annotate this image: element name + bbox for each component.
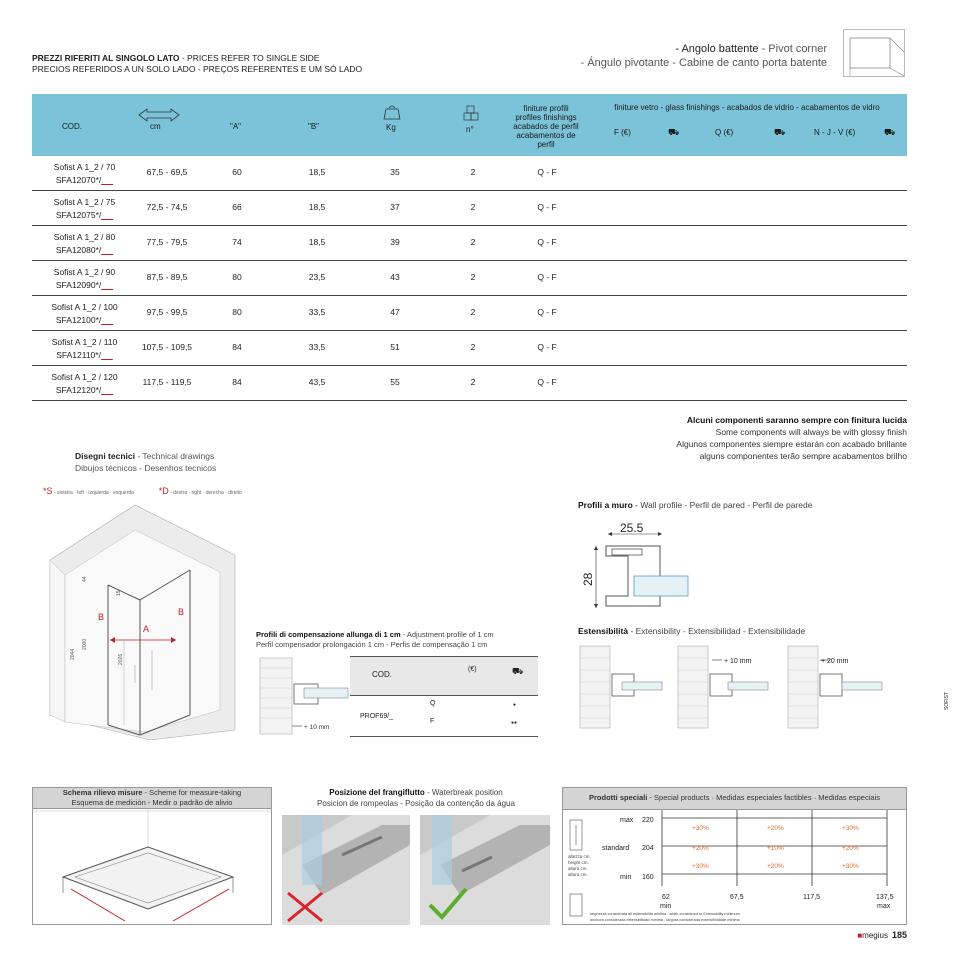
comp-f-mark: ●●: [511, 720, 518, 726]
side-legend: *S - sinistra · left · izquierda · esquerda *D - destra · right · derecha · direito: [43, 486, 242, 496]
compensation-drawing: [258, 656, 350, 736]
technical-drawings-title: Disegni tecnici - Technical drawings Dibujos técnicos - Desenhos tecnicos: [75, 451, 217, 473]
row-b: 33,5: [308, 307, 326, 317]
table-row: [32, 156, 907, 191]
table-row: [32, 191, 907, 226]
width-arrows-icon: [137, 108, 181, 122]
col-cm: cm: [150, 122, 161, 131]
measure-scheme-title: Schema rilievo misure - Scheme for measure-taking Esquema de medición - Medir o padrão de alivio: [33, 788, 271, 809]
dim-2044: 2044: [70, 648, 76, 660]
col-q: Q (€): [715, 128, 734, 137]
comp-f: F: [430, 718, 435, 725]
compensation-dim: + 10 mm: [304, 724, 330, 731]
brand: megius: [862, 931, 888, 940]
row-cm: 117,5 - 119,5: [142, 377, 192, 387]
side-label: SOFIST: [944, 691, 950, 710]
prices-note-rest: - PRICES REFER TO SINGLE SIDE: [179, 53, 320, 63]
table-row: [32, 261, 907, 296]
dim-15: 15: [116, 590, 122, 596]
pct-r1c1: +30%: [692, 825, 709, 832]
special-products-title: Prodotti speciali - Special products · Medidas especiales factibles · Medidas especiais: [563, 788, 906, 810]
extensibility-title: Estensibilità - Extensibility - Extensibilidad - Extensibilidade: [578, 626, 806, 636]
row-code: Sofist A 1_2 / 75 SFA12075*/_ _: [53, 197, 116, 220]
pct-r1c3: +30%: [842, 825, 859, 832]
row-finish: Q - F: [537, 237, 557, 247]
dim-b-left: B: [98, 612, 105, 622]
row-finish: Q - F: [537, 272, 557, 282]
profile-finish-en: profiles finishings: [515, 113, 577, 122]
value-max: 220: [642, 817, 654, 824]
row-n: 2: [470, 342, 476, 352]
row-n: 2: [470, 377, 476, 387]
row-a: 80: [232, 307, 242, 317]
row-cm: 77,5 - 79,5: [146, 237, 188, 247]
row-finish: Q - F: [537, 307, 557, 317]
x-tick-675: 67,5: [730, 894, 744, 901]
header-prices-note: [32, 53, 452, 75]
row-kg: 47: [390, 307, 400, 317]
wall-profile-height: 28: [581, 572, 595, 586]
col-b: "B": [308, 122, 320, 131]
col-cod: COD.: [62, 122, 82, 131]
table-row: [32, 331, 907, 366]
page-number: 185: [891, 930, 907, 940]
col-f: F (€): [614, 128, 631, 137]
row-a: 84: [232, 377, 242, 387]
dim-b-right: B: [178, 607, 185, 617]
col-a: "A": [230, 122, 242, 131]
row-code: Sofist A 1_2 / 100 SFA12100*/_ _: [51, 302, 118, 325]
ext-drawing-3: [788, 646, 882, 728]
col-kg: Kg: [386, 123, 396, 132]
row-code: Sofist A 1_2 / 110 SFA12110*/_ _: [51, 337, 118, 360]
profile-finish-it: finiture profili: [523, 104, 569, 113]
label-max: max: [620, 817, 634, 824]
ext-drawing-2: [678, 646, 768, 728]
row-b: 18,5: [308, 167, 326, 177]
col-glass-finish: finiture vetro - glass finishings - acabados de vidrio - acabamentos de vidro: [614, 103, 880, 112]
table-row: [32, 226, 907, 261]
price-table-header: [32, 94, 907, 156]
row-n: 2: [470, 307, 476, 317]
col-n: n°: [466, 125, 474, 134]
height-label-es: altura cm.: [568, 866, 588, 871]
x-tick-min: min: [660, 903, 672, 910]
special-products-chart: [562, 810, 907, 926]
row-n: 2: [470, 167, 476, 177]
label-min: min: [620, 874, 632, 881]
row-a: 60: [232, 167, 242, 177]
value-min: 160: [642, 874, 654, 881]
row-cm: 107,5 - 109,5: [141, 342, 193, 352]
row-finish: Q - F: [537, 202, 557, 212]
row-a: 74: [232, 237, 242, 247]
waterbreak-images: [282, 815, 550, 925]
extensibility-drawings: [578, 644, 898, 730]
row-n: 2: [470, 237, 476, 247]
row-kg: 37: [390, 202, 400, 212]
truck-icon-f: ⛟: [668, 127, 680, 137]
comp-truck-icon: ⛟: [512, 666, 524, 676]
label-standard: standard: [602, 845, 630, 852]
product-type-line2: - Ángulo pivotante - Cabine de canto porta batente: [580, 57, 827, 69]
height-label-en: height cm.: [568, 860, 589, 865]
profile-finish-es: acabados de perfil: [513, 122, 579, 131]
pct-r3c3: +30%: [842, 863, 859, 870]
x-tick-max: max: [877, 903, 891, 910]
pct-r3c2: +20%: [767, 863, 784, 870]
row-a: 84: [232, 342, 242, 352]
value-standard: 204: [642, 845, 654, 852]
row-code: Sofist A 1_2 / 80 SFA12080*/_ _: [53, 232, 116, 255]
truck-icon-q: ⛟: [774, 127, 786, 137]
row-b: 18,5: [308, 202, 326, 212]
glossy-it: Alcuni componenti saranno sempre con finitura lucida: [686, 415, 907, 425]
glossy-finish-note: [676, 414, 907, 462]
waterbreak-wrong: [282, 815, 410, 925]
row-cm: 72,5 - 74,5: [146, 202, 188, 212]
row-kg: 43: [390, 272, 400, 282]
waterbreak-title: Posizione del frangiflutto - Waterbreak position Posicion de rompeolas - Posição da contenção da água: [317, 788, 515, 808]
col-profile-finish: [510, 104, 582, 149]
corner-plan-icon: [844, 30, 906, 78]
profile-finish-pt: acabamentos de perfil: [516, 131, 576, 149]
x-tick-1175: 117,5: [803, 894, 820, 901]
width-icon: [570, 894, 582, 916]
wall-profile-drawing: [578, 516, 698, 614]
row-code: Sofist A 1_2 / 120 SFA12120*/_ _: [51, 372, 118, 395]
product-type-title: [581, 42, 827, 70]
row-b: 43,5: [308, 377, 326, 387]
glossy-pt: alguns componentes terão sempre acabamentos brilho: [699, 451, 907, 461]
row-cm: 67,5 - 69,5: [146, 167, 188, 177]
row-b: 33,5: [308, 342, 326, 352]
x-tick-62: 62: [662, 894, 670, 901]
compensation-title: Profili di compensazione allunga di 1 cm - Adjustment profile of 1 cm Perfil compensador prolongación 1 cm - Perfis de compensação 1 cm: [256, 630, 494, 649]
glossy-es: Algunos componentes siempre estarán con acabado brillante: [676, 439, 907, 449]
page-footer: ■megius 185: [857, 930, 907, 940]
corner-thumbnail: [843, 29, 905, 77]
comp-code: PROF69/_: [360, 713, 394, 720]
row-b: 23,5: [308, 272, 326, 282]
comp-col-euro: (€): [468, 666, 477, 673]
row-cm: 87,5 - 89,5: [146, 272, 188, 282]
ext-10mm: + 10 mm: [724, 658, 752, 665]
prices-note-line2: PRECIOS REFERIDOS A UN SOLO LADO - PREÇOS REFERENTES E UM SÓ LADO: [32, 64, 363, 74]
row-n: 2: [470, 202, 476, 212]
row-code: Sofist A 1_2 / 70 SFA12070*/_ _: [53, 162, 116, 185]
measure-scheme-box: [32, 787, 272, 925]
table-row: [32, 296, 907, 331]
waterbreak-right: [420, 815, 550, 925]
comp-col-cod: COD.: [372, 670, 392, 679]
special-footnote-2: anchura considerada extensibilidad mínima - largura considerada extensibilidade mínima: [590, 918, 740, 922]
ext-20mm: + 20 mm: [821, 658, 849, 665]
height-label-pt: altura cm.: [568, 872, 588, 877]
row-a: 80: [232, 272, 242, 282]
pct-r2c3: +20%: [842, 845, 859, 852]
row-kg: 51: [390, 342, 400, 352]
row-finish: Q - F: [537, 167, 557, 177]
row-kg: 39: [390, 237, 400, 247]
dim-44: 44: [82, 576, 88, 582]
truck-icon-njv: ⛟: [884, 127, 896, 137]
comp-q: Q: [430, 700, 436, 707]
table-row: [32, 366, 907, 401]
col-njv: N - J - V (€): [814, 128, 856, 137]
dim-2000: 2000: [82, 638, 88, 650]
product-type-en: - Pivot corner: [758, 43, 827, 55]
x-tick-1375: 137,5: [876, 894, 894, 901]
technical-drawing: [40, 500, 245, 740]
special-footnote-1: larghezza considerata all estensibilità minima - width considered to Extensibility minimum: [590, 912, 740, 916]
row-cm: 97,5 - 99,5: [146, 307, 188, 317]
row-finish: Q - F: [537, 342, 557, 352]
wall-profile-width: 25.5: [620, 521, 644, 535]
pct-r1c2: +20%: [767, 825, 784, 832]
row-kg: 55: [390, 377, 400, 387]
boxes-icon: [462, 104, 480, 122]
row-kg: 35: [390, 167, 400, 177]
wall-profile-title: Profili a muro - Wall profile - Perfil de pared - Perfil de parede: [578, 500, 813, 510]
row-code: Sofist A 1_2 / 90 SFA12090*/_ _: [53, 267, 116, 290]
row-finish: Q - F: [537, 377, 557, 387]
dim-2026: 2026: [118, 653, 124, 665]
product-type-main: - Angolo battente: [675, 43, 759, 55]
row-n: 2: [470, 272, 476, 282]
pct-r2c1: +20%: [692, 845, 709, 852]
comp-q-mark: ●: [513, 702, 517, 708]
weight-icon: [383, 104, 401, 120]
glossy-en: Some components will always be with glossy finish: [715, 427, 907, 437]
prices-note-bold: PREZZI RIFERITI AL SINGOLO LATO: [32, 53, 180, 63]
measure-scheme-drawing: [33, 809, 271, 925]
row-b: 18,5: [308, 237, 326, 247]
dim-a: A: [143, 624, 150, 634]
row-a: 66: [232, 202, 242, 212]
pct-r2c2: +10%: [767, 845, 784, 852]
ext-drawing-1: [580, 646, 662, 728]
height-label-it: altezza cm.: [568, 854, 591, 859]
pct-r3c1: +30%: [692, 863, 709, 870]
